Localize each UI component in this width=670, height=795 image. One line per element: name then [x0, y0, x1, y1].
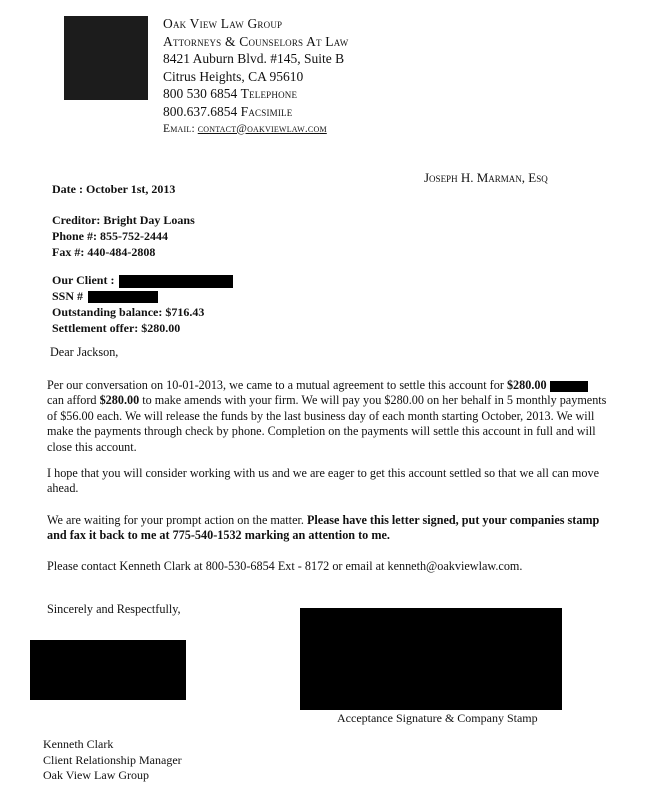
attorney-name: Joseph H. Marman, Esq: [424, 170, 548, 185]
acceptance-label: Acceptance Signature & Company Stamp: [337, 711, 538, 725]
ssn-redaction: [88, 291, 158, 303]
outstanding-balance: Outstanding balance: $716.43: [52, 305, 205, 319]
creditor-block: [52, 212, 195, 260]
firm-tagline: Attorneys & Counselors At Law: [163, 33, 349, 49]
paragraph-1-text-a: Per our conversation on 10-01-2013, we came to a mutual agreement to settle this account for: [47, 378, 507, 392]
paragraph-4: Please contact Kenneth Clark at 800-530-6854 Ext - 8172 or email at kenneth@oakviewlaw.com.: [47, 559, 523, 573]
telephone-line: [163, 85, 348, 103]
address-line-1: 8421 Auburn Blvd. #145, Suite B: [163, 51, 345, 67]
fax-line: [163, 103, 348, 121]
paragraph-1-amount-1: $280.00: [506, 378, 547, 392]
ssn-line: [52, 288, 233, 304]
salutation: Dear Jackson,: [50, 345, 119, 359]
paragraph-3-instruction: Please have this letter signed, put your companies stamp and fax it back to me at 775-540-1532 marking an attention to me.: [47, 513, 600, 543]
paragraph-1-amount-2: $280.00: [99, 393, 140, 408]
telephone-number: 800 530 6854: [163, 86, 238, 102]
creditor-name: Creditor: Bright Day Loans: [52, 213, 195, 227]
paragraph-3: [47, 513, 607, 544]
email-label: Email:: [163, 122, 195, 135]
creditor-fax: Fax #: 440-484-2808: [52, 245, 156, 259]
acceptance-signature-redaction: [300, 608, 562, 710]
firm-logo-image: [64, 16, 148, 100]
paragraph-1-text-b: can afford: [47, 393, 100, 408]
client-first-name-redaction: [550, 381, 588, 392]
sender-signature-redaction: [30, 640, 186, 700]
fax-label: Facsimile: [240, 103, 293, 119]
fax-number: 800.637.6854: [163, 103, 238, 119]
paragraph-1: [47, 378, 607, 455]
signature-block: [43, 737, 182, 784]
client-label: Our Client :: [52, 273, 115, 287]
paragraph-1-text-c: to make amends with your firm. We will pay you $280.00 on her behalf in 5 monthly payments of $56.00 each. We will release the funds by the last business day of each month starting October, 2013. We will make the payments through check by phone. Completion on the payments will settle this account in full and will close this account.: [47, 393, 607, 454]
paragraph-3-text: We are waiting for your prompt action on the matter.: [47, 513, 307, 527]
date-line: Date : October 1st, 2013: [52, 182, 176, 196]
email-line: [163, 121, 348, 139]
letterhead: [163, 15, 348, 138]
address-line-2: Citrus Heights, CA 95610: [163, 68, 304, 84]
closing: Sincerely and Respectfully,: [47, 602, 181, 616]
signer-title: Client Relationship Manager: [43, 752, 182, 767]
settlement-offer: Settlement offer: $280.00: [52, 321, 181, 335]
ssn-label: SSN #: [52, 289, 84, 303]
client-name-redaction: [119, 275, 233, 288]
firm-name: Oak View Law Group: [163, 16, 283, 31]
paragraph-2: I hope that you will consider working with us and we are eager to get this account settled so that we all can move ahead.: [47, 466, 600, 496]
email-link[interactable]: contact@oakviewlaw.com: [197, 122, 327, 135]
telephone-label: Telephone: [240, 86, 298, 102]
client-block: [52, 272, 233, 336]
signer-name: Kenneth Clark: [43, 737, 114, 751]
creditor-phone: Phone #: 855-752-2444: [52, 229, 168, 243]
client-line: [52, 272, 233, 288]
signer-company: Oak View Law Group: [43, 768, 150, 782]
